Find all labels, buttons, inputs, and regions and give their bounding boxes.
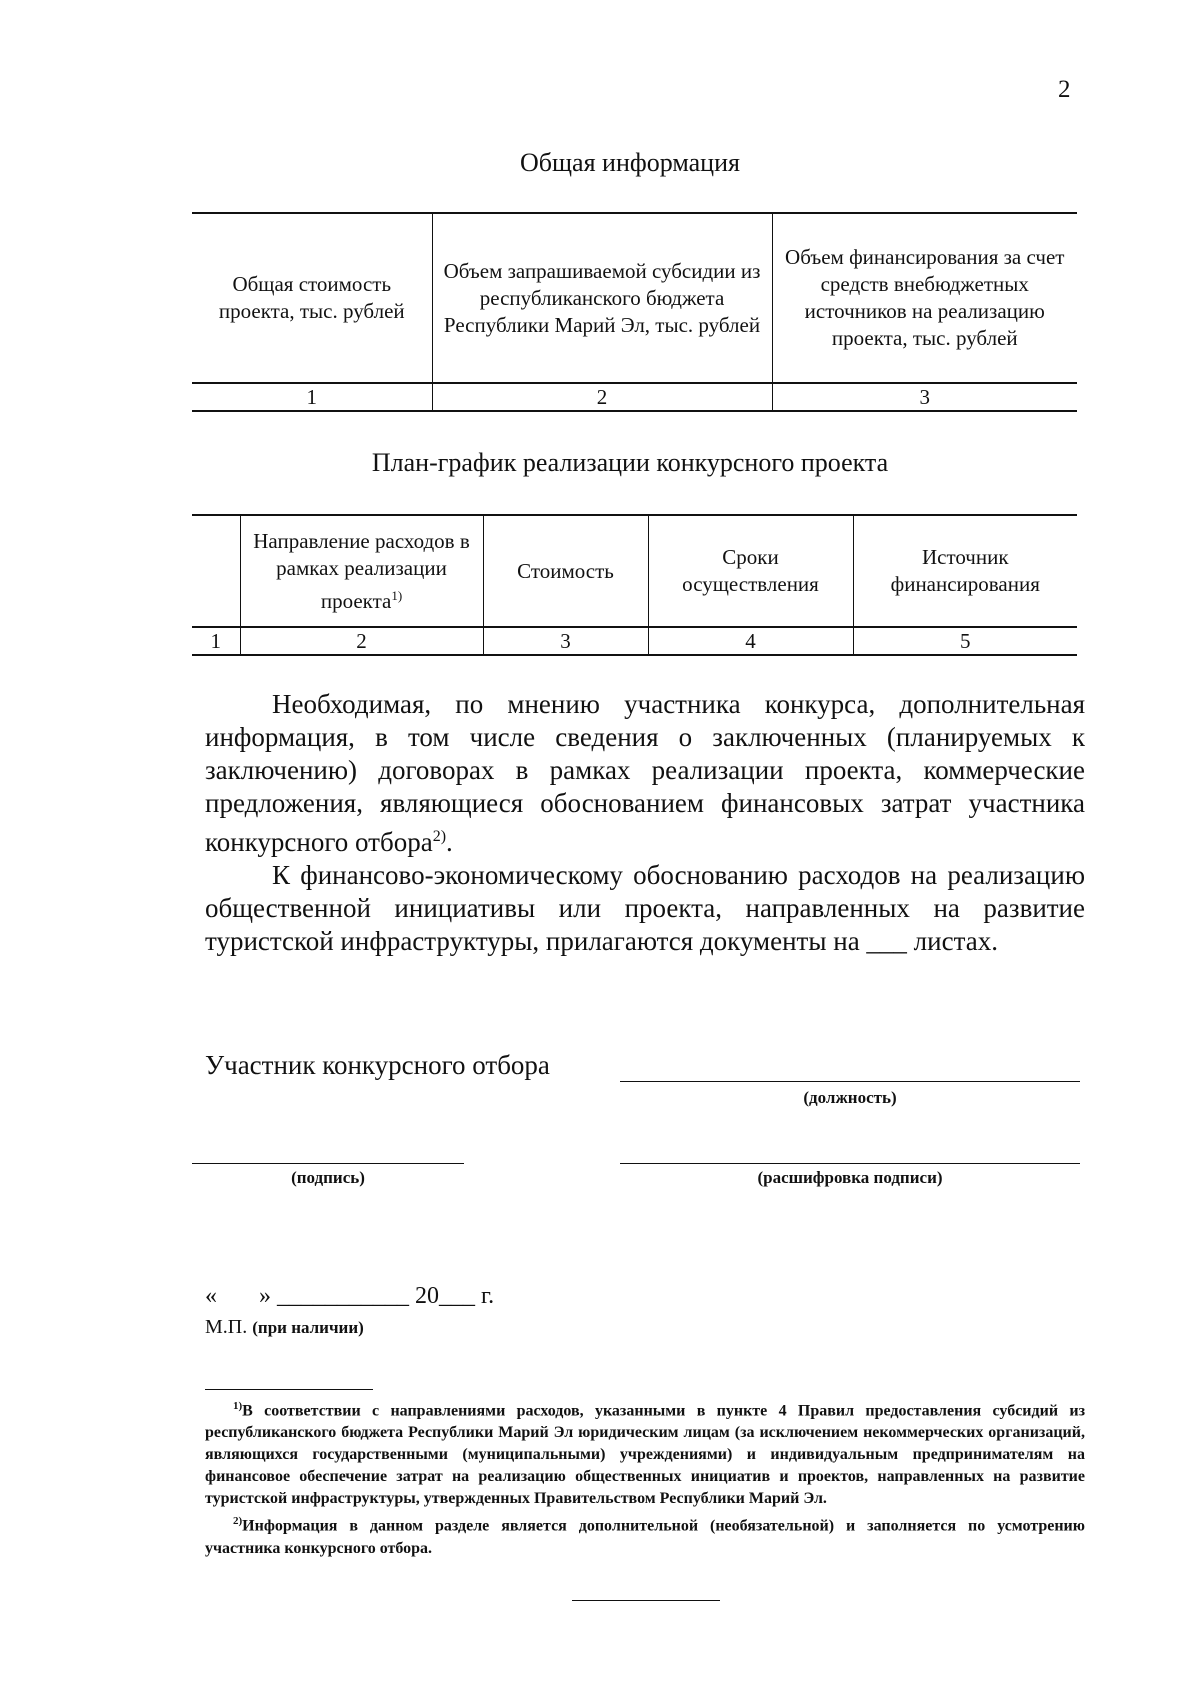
stamp-label: М.П. (при наличии) [205, 1316, 364, 1338]
footnote-separator [205, 1389, 373, 1390]
col-number: 1 [192, 627, 240, 655]
attachments-paragraph: К финансово-экономическому обоснованию расходов на реализацию общественной инициативы или проекта, направленных на развитие туристской инфраструктуры, прилагаются документы на ___ листах. [205, 860, 1085, 956]
col-number: 4 [648, 627, 853, 655]
footnote-2: $^{2)}$Информация в данном разделе является дополнительной (необязательной) и заполняется по усмотрению участника конкурсного отбора. [205, 1515, 1085, 1557]
footnotes [205, 1395, 1085, 1560]
decryption-line [620, 1163, 1080, 1164]
signature-caption: (подпись) [291, 1168, 365, 1187]
header-total-cost: Общая стоимость проекта, тыс. рублей [192, 213, 432, 383]
header-deadlines: Сроки осуществления [648, 515, 853, 627]
schedule-title: План-график реализации конкурсного проекта [371, 448, 889, 477]
body-text [205, 688, 1085, 958]
col-number: 2 [240, 627, 483, 655]
additional-info-paragraph: Необходимая, по мнению участника конкурса, дополнительная информация, в том числе сведения о заключенных (планируемых к заключению) договорах в рамках реализации проекта, коммерческие предложения, являющиеся обоснованием финансовых затрат участника конкурсного отбора$^{2)}$. [205, 689, 1085, 857]
date-line: « » ___________ 20___ г. [205, 1283, 495, 1309]
position-line [620, 1081, 1080, 1082]
header-number [192, 515, 240, 627]
col-number: 2 [432, 383, 772, 411]
header-expense-direction: Направление расходов в рамках реализации проекта$^{1)}$ [240, 515, 483, 627]
decryption-caption: (расшифровка подписи) [757, 1168, 943, 1187]
position-caption: (должность) [803, 1088, 897, 1107]
general-info-title: Общая информация [520, 148, 740, 177]
end-divider [572, 1600, 720, 1601]
col-number: 3 [772, 383, 1077, 411]
col-number: 3 [483, 627, 648, 655]
header-funding-source: Источник финансирования [853, 515, 1077, 627]
page-number: 2 [1058, 76, 1071, 103]
schedule-table [192, 514, 1077, 656]
header-extrabudget-funding: Объем финансирования за счет средств внебюджетных источников на реализацию проекта, тыс. рублей [772, 213, 1077, 383]
signature-line [192, 1163, 464, 1164]
header-cost: Стоимость [483, 515, 648, 627]
participant-label: Участник конкурсного отбора [205, 1050, 550, 1080]
col-number: 5 [853, 627, 1077, 655]
footnote-1: $^{1)}$В соответствии с направлениями расходов, указанными в пункте 4 Правил предоставления субсидий из республиканского бюджета Республики Марий Эл юридическим лицам (за исключением некоммерческих организаций, являющихся государственными (муниципальными) учреждениями) и индивидуальным предпринимателям на финансовое обеспечение затрат на реализацию общественных инициатив и проектов, направленных на развитие туристской инфраструктуры, утвержденных Правительством Республики Марий Эл. [205, 1400, 1085, 1508]
general-info-table [192, 212, 1077, 412]
header-subsidy-amount: Объем запрашиваемой субсидии из республиканского бюджета Республики Марий Эл, тыс. рублей [432, 213, 772, 383]
col-number: 1 [192, 383, 432, 411]
